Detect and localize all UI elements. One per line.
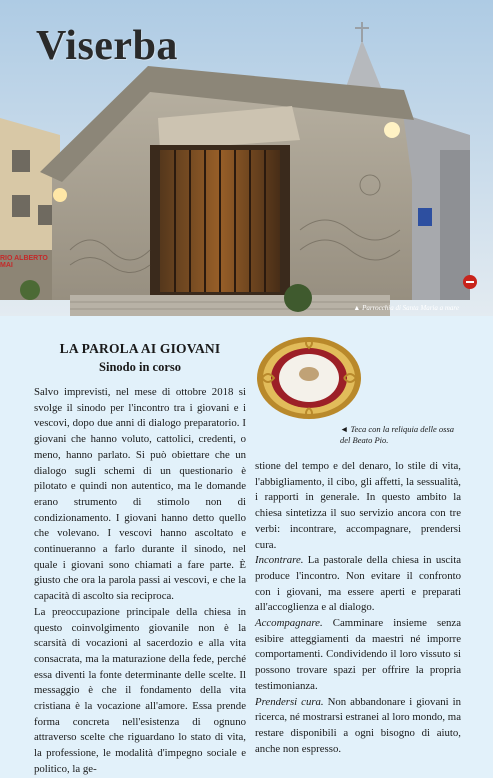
paragraph: stione del tempo e del denaro, lo stile di vita, l'abbigliamento, il cibo, gli affetti, la sessualità, i rapporti in generale. In questo ambito la chiesa sintetizza il suo servizio ancora con tre verbi: incontrare, accompagnare, prendersi cura. [255,460,461,551]
verb-term: Incontrare. [255,554,304,567]
verb-term: Accompagnare. [255,617,323,630]
article-header [34,341,246,375]
article-heading: LA PAROLA AI GIOVANI [59,341,221,356]
verb-paragraph: Accompagnare. Camminare insieme senza esibire atteggiamenti da maestri né imporre comportamenti. Condividendo il loro vissuto si possono trovare spazi per offrire la propria testimonianza. [255,617,461,692]
paragraph: Salvo imprevisti, nel mese di ottobre 2018 si svolge il sinodo per l'incontro tra i giovani e i vescovi, dopo due anni di dialogo preparatorio. I giovani che hanno voluto, cattolici, credenti, o meno, hanno parlato. Si può obiettare che un dialogo sugli schemi di un questionario è pilotato e quindi non autentico, ma le domande erano strumento di stimolo non di condizionamento. I giovani hanno detto quello che volevano. I vescovi hanno ascoltato e continueranno a farlo durante il sinodo, nel quale i giovani sono chiamati a fare parte. È giusto che ora la parola passi ai vescovi, e che la capacità di ascolto sia reciproca. [34,386,246,603]
paragraph: La preoccupazione principale della chiesa in questo coinvolgimento giovanile non è la scarsità di vocazioni al sacerdozio e alla vita consacrata, ma la maturazione della fede, perché essa diventi la fonte determinante delle scelte. Il messaggio è che il fondamento della vita cristiana è la vocazione all'amore. Essa prende forma concreta nell'esistenza di ognuno attraverso scelte che riguardano lo stato di vita, la professione, le modalità d'impegno sociale e politico, la ge- [34,605,246,775]
page-title: Viserba [36,23,178,69]
verb-term: Prendersi cura. [255,695,324,708]
street-sign-text: RIO ALBERTO MAI [0,255,48,269]
photo-caption: ▲ Parrocchia di Santa Maria a mare [353,304,459,312]
article-column-left [34,385,246,778]
reliquary-caption: ◄ Teca con la reliquia delle ossa del Beato Pio. [340,424,455,445]
article-subheading: Sinodo in corso [99,360,181,374]
verb-paragraph: Incontrare. La pastorale della chiesa in uscita produce l'incontro. Non evitare il confronto con i giovani, ma essere aperti e preparati all'accoglienza e al dialogo. [255,554,461,614]
article-column-right [255,459,461,757]
church-photo [0,0,493,316]
reliquary-image [256,336,362,420]
reliquary-medallion [256,336,362,420]
verb-paragraph: Prendersi cura. Non abbandonare i giovani in ricerca, né mostrarsi estranei al loro mondo, ma restare disponibili a ogni bisogno di aiuto, anche non espresso. [255,695,461,755]
